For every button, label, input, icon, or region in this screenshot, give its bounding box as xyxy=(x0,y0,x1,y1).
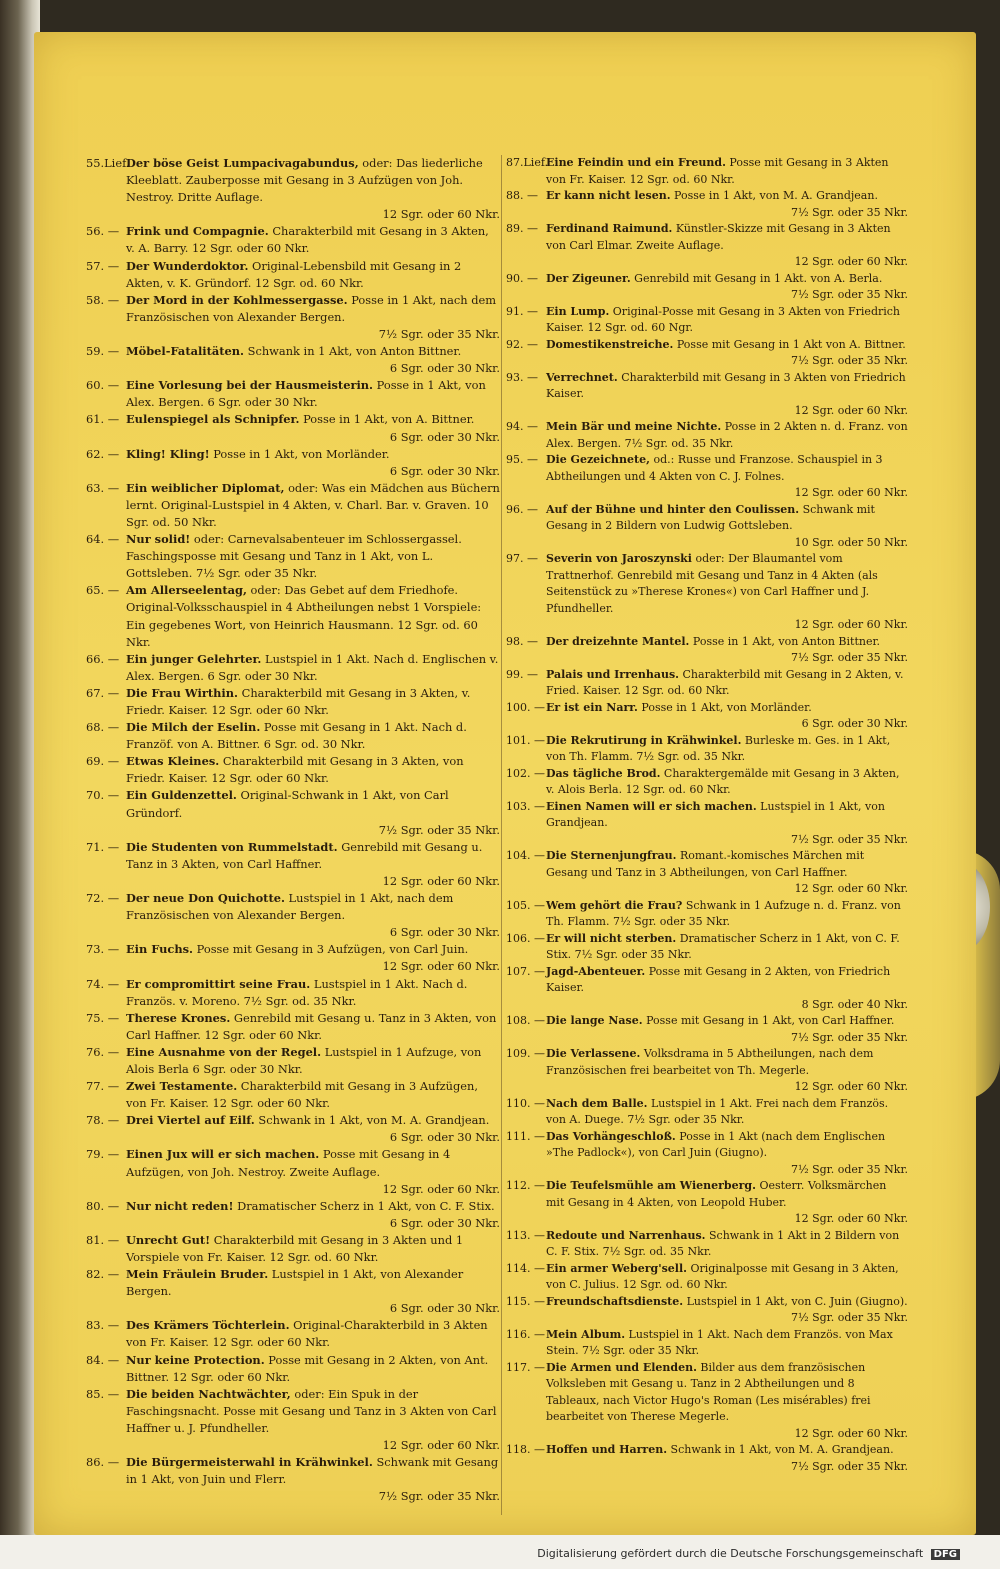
entry-title: Der böse Geist Lumpacivagabundus, xyxy=(126,156,359,170)
entry-number: 105. — xyxy=(506,898,545,912)
catalog-entry xyxy=(506,419,908,452)
catalog-entry xyxy=(86,223,500,257)
catalog-entry xyxy=(506,634,908,667)
catalog-entry xyxy=(86,890,500,941)
entry-price: 6 Sgr. oder 30 Nkr. xyxy=(389,1130,500,1145)
catalog-entry xyxy=(506,337,908,370)
entry-title: Wem gehört die Frau? xyxy=(546,898,683,912)
catalog-entry xyxy=(506,155,908,188)
entry-number: 91. — xyxy=(506,304,538,318)
entry-description: Posse in 1 Akt, von Morländer. xyxy=(209,446,390,461)
catalog-entry xyxy=(86,1112,500,1146)
entry-title: Ferdinand Raimund. xyxy=(546,222,673,235)
entry-description: Posse mit Gesang in 1 Akt von A. Bittner. xyxy=(673,337,906,351)
entry-number: 72. — xyxy=(86,891,120,906)
entry-number: 66. — xyxy=(86,651,120,666)
entry-number: 74. — xyxy=(86,976,120,991)
entry-description: Genrebild mit Gesang u. Tanz in 3 Akten, von Carl Haffner. xyxy=(126,839,483,871)
entry-number: 84. — xyxy=(86,1352,120,1367)
entry-number: 75. — xyxy=(86,1010,120,1025)
entry-price: 7½ Sgr. oder 35 Nkr. xyxy=(790,205,908,219)
entry-number: 85. — xyxy=(86,1386,120,1401)
entry-title: Severin von Jaroszynski xyxy=(546,552,692,565)
entry-number: 80. — xyxy=(86,1198,120,1213)
entry-number: 111. — xyxy=(506,1129,545,1143)
catalog-entry xyxy=(506,766,908,799)
entry-title: Einen Namen will er sich machen. xyxy=(546,799,757,813)
entry-number: 65. — xyxy=(86,583,120,598)
catalog-entry xyxy=(86,292,500,343)
entry-title: Das tägliche Brod. xyxy=(546,766,661,780)
entry-number: 64. — xyxy=(86,532,120,547)
entry-number: 89. — xyxy=(506,222,538,235)
entry-price: 12 Sgr. oder 60 Nkr. xyxy=(382,1438,500,1453)
catalog-entry xyxy=(506,1327,908,1360)
entry-price: 6 Sgr. oder 30 Nkr. xyxy=(389,925,500,940)
entry-price: 12 Sgr. oder 60 Nkr. xyxy=(794,618,908,631)
entry-description: Charakterbild mit Gesang in 2 Akten, v. Fried. Kaiser. 12 Sgr. od. 60 Nkr. xyxy=(546,667,904,697)
entry-price: 7½ Sgr. oder 35 Nkr. xyxy=(790,1459,908,1473)
catalog-entry xyxy=(506,1096,908,1129)
entry-price: 12 Sgr. oder 60 Nkr. xyxy=(382,873,500,888)
entry-description: Posse in 1 Akt, nach dem Französischen von Alexander Bergen. xyxy=(126,292,497,324)
catalog-entry xyxy=(506,848,908,898)
catalog-entry xyxy=(86,719,500,753)
entry-description: Original-Charakterbild in 3 Akten von Fr. Kaiser. 12 Sgr. oder 60 Nkr. xyxy=(126,1318,488,1350)
entry-title: Mein Album. xyxy=(546,1327,626,1341)
entry-description: oder: Carnevalsabenteuer im Schlossergassel. Faschingsposse mit Gesang und Tanz in 1 Akt, von L. Gottsleben. 7½ Sgr. oder 35 Nkr. xyxy=(126,532,462,581)
entry-title: Er ist ein Narr. xyxy=(546,700,638,714)
catalog-entry xyxy=(506,733,908,766)
entry-number: 118. — xyxy=(506,1443,545,1456)
entry-number: 73. — xyxy=(86,942,120,957)
catalog-entry xyxy=(86,480,500,531)
catalog-entry xyxy=(86,1386,500,1454)
entry-title: Auf der Bühne und hinter den Coulissen. xyxy=(546,502,800,516)
entry-title: Mein Fräulein Bruder. xyxy=(126,1267,269,1282)
entry-number: 58. — xyxy=(86,292,120,307)
catalog-entry xyxy=(506,271,908,304)
entry-description: Lustspiel in 1 Akt, von C. Juin (Giugno). xyxy=(683,1294,908,1308)
entry-title: Einen Jux will er sich machen. xyxy=(126,1147,320,1162)
entry-title: Drei Viertel auf Eilf. xyxy=(126,1113,255,1128)
entry-description: Posse mit Gesang in 3 Akten von Fr. Kaiser. 12 Sgr. od. 60 Nkr. xyxy=(546,156,889,186)
catalog-entry xyxy=(506,1442,908,1475)
entry-description: Lustspiel in 1 Akt, von Alexander Bergen. xyxy=(126,1267,464,1299)
entry-price: 7½ Sgr. oder 35 Nkr. xyxy=(378,822,500,837)
entry-title: Jagd-Abenteuer. xyxy=(546,964,646,978)
entry-title: Nur keine Protection. xyxy=(126,1352,265,1367)
entry-title: Kling! Kling! xyxy=(126,446,210,461)
entry-title: Er compromittirt seine Frau. xyxy=(126,976,311,991)
entry-number: 86. — xyxy=(86,1455,120,1470)
catalog-entry xyxy=(506,304,908,337)
catalog-entry xyxy=(506,964,908,1014)
entry-description: od.: Russe und Franzose. Schauspiel in 3 Abtheilungen und 4 Akten von C. J. Folnes. xyxy=(546,453,883,483)
entry-title: Die Bürgermeisterwahl in Krähwinkel. xyxy=(126,1455,373,1470)
catalog-entry xyxy=(86,446,500,480)
catalog-entry xyxy=(506,1360,908,1443)
entry-number: 117. — xyxy=(506,1360,545,1374)
entry-description: Original-Schwank in 1 Akt, von Carl Gründorf. xyxy=(126,788,449,820)
entry-number: 63. — xyxy=(86,480,120,495)
catalog-entry xyxy=(86,839,500,890)
catalog-entry xyxy=(86,941,500,975)
catalog-entry xyxy=(86,1010,500,1044)
entry-description: Lustspiel in 1 Akt. Nach d. Französ. v. Moreno. 7½ Sgr. od. 35 Nkr. xyxy=(126,976,468,1008)
catalog-entry xyxy=(506,1129,908,1179)
entry-number: 115. — xyxy=(506,1294,545,1308)
entry-price: 7½ Sgr. oder 35 Nkr. xyxy=(790,1162,908,1176)
entry-price: 12 Sgr. oder 60 Nkr. xyxy=(794,1080,908,1093)
entry-number: 107. — xyxy=(506,964,545,978)
catalog-entry xyxy=(86,377,500,411)
catalog-entry xyxy=(86,787,500,838)
entry-price: 7½ Sgr. oder 35 Nkr. xyxy=(790,288,908,301)
entry-number: 104. — xyxy=(506,849,545,862)
entry-price: 7½ Sgr. oder 35 Nkr. xyxy=(790,651,908,664)
entry-number: 60. — xyxy=(86,378,120,393)
entry-price: 12 Sgr. oder 60 Nkr. xyxy=(794,255,908,268)
catalog-entry xyxy=(506,799,908,849)
entry-description: Posse mit Gesang in 2 Akten, von Ant. Bittner. 12 Sgr. oder 60 Nkr. xyxy=(126,1352,489,1384)
entry-description: Posse mit Gesang in 4 Aufzügen, von Joh. Nestroy. Zweite Auflage. xyxy=(126,1147,451,1179)
catalog-entry xyxy=(506,188,908,221)
entry-description: Posse mit Gesang in 1 Akt. Nach d. Franzöf. von A. Bittner. 6 Sgr. od. 30 Nkr. xyxy=(126,720,467,752)
entry-description: Lustspiel in 1 Akt, von Grandjean. xyxy=(546,799,885,829)
entry-number: 103. — xyxy=(506,799,545,813)
entry-title: Eine Feindin und ein Freund. xyxy=(546,156,726,169)
entry-description: oder: Der Blaumantel vom Trattnerhof. Genrebild mit Gesang und Tanz in 4 Akten (als Seitenstück zu »Therese Krones«) von Carl Haffner und J. Pfundheller. xyxy=(546,552,878,615)
entry-title: Das Vorhängeschloß. xyxy=(546,1129,676,1143)
entry-number: 82. — xyxy=(86,1267,120,1282)
entry-price: 7½ Sgr. oder 35 Nkr. xyxy=(790,1311,908,1324)
entry-number: 81. — xyxy=(86,1232,120,1247)
entry-number: 76. — xyxy=(86,1044,120,1059)
entry-description: Posse mit Gesang in 2 Akten, von Friedrich Kaiser. xyxy=(546,964,891,994)
catalog-entry xyxy=(86,1078,500,1112)
entry-number: 109. — xyxy=(506,1047,545,1060)
entry-description: Posse mit Gesang in 3 Aufzügen, von Carl Juin. xyxy=(193,942,469,957)
entry-number: 79. — xyxy=(86,1147,120,1162)
catalog-entry xyxy=(86,1317,500,1351)
catalog-entry xyxy=(86,258,500,292)
entry-title: Freundschaftsdienste. xyxy=(546,1294,684,1308)
catalog-entry xyxy=(86,1044,500,1078)
entry-title: Ein Guldenzettel. xyxy=(126,788,237,803)
right-column xyxy=(506,155,908,1475)
entry-number: 100. — xyxy=(506,700,545,714)
entry-title: Hoffen und Harren. xyxy=(546,1443,668,1456)
entry-title: Die lange Nase. xyxy=(546,1014,643,1027)
entry-title: Am Allerseelentag, xyxy=(126,583,247,598)
catalog-entry xyxy=(506,452,908,502)
catalog-entry xyxy=(86,343,500,377)
entry-number: 93. — xyxy=(506,370,538,384)
entry-number: 62. — xyxy=(86,446,120,461)
entry-title: Eulenspiegel als Schnipfer. xyxy=(126,412,300,427)
entry-price: 7½ Sgr. oder 35 Nkr. xyxy=(378,1489,500,1504)
entry-description: oder: Das liederliche Kleeblatt. Zauberposse mit Gesang in 3 Aufzügen von Joh. Nestroy. Dritte Auflage. xyxy=(126,156,483,205)
entry-price: 12 Sgr. oder 60 Nkr. xyxy=(794,486,908,499)
entry-description: Lustspiel in 1 Aufzuge, von Alois Berla 6 Sgr. oder 30 Nkr. xyxy=(126,1044,482,1076)
entry-description: oder: Ein Spuk in der Faschingsnacht. Posse mit Gesang und Tanz in 3 Akten von Carl Haffner u. J. Pfundheller. xyxy=(126,1386,497,1435)
entry-title: Ein junger Gelehrter. xyxy=(126,651,262,666)
entry-title: Die Frau Wirthin. xyxy=(126,685,238,700)
entry-description: Schwank in 1 Akt in 2 Bildern von C. F. Stix. 7½ Sgr. od. 35 Nkr. xyxy=(546,1228,900,1258)
entry-number: 114. — xyxy=(506,1261,545,1275)
entry-title: Die Sternenjungfrau. xyxy=(546,849,677,862)
entry-number: 96. — xyxy=(506,502,538,516)
entry-title: Zwei Testamente. xyxy=(126,1079,238,1094)
entry-number: 99. — xyxy=(506,667,538,681)
catalog-entry xyxy=(86,976,500,1010)
catalog-entry xyxy=(86,651,500,685)
entry-price: 12 Sgr. oder 60 Nkr. xyxy=(382,207,500,222)
catalog-entry xyxy=(86,1352,500,1386)
catalog-entry xyxy=(86,582,500,650)
entry-title: Frink und Compagnie. xyxy=(126,224,269,239)
catalog-entry xyxy=(86,1198,500,1232)
catalog-entry xyxy=(506,1228,908,1261)
entry-description: Charakterbild mit Gesang in 3 Akten und 1 Vorspiele von Fr. Kaiser. 12 Sgr. od. 60 Nkr. xyxy=(126,1232,464,1264)
entry-title: Die Teufelsmühle am Wienerberg. xyxy=(546,1179,756,1192)
catalog-entry xyxy=(506,502,908,552)
entry-price: 7½ Sgr. oder 35 Nkr. xyxy=(790,832,908,846)
catalog-entry xyxy=(506,1261,908,1294)
catalog-entry xyxy=(86,411,500,445)
catalog-entry xyxy=(506,1294,908,1327)
entry-description: Genrebild mit Gesang u. Tanz in 3 Akten, von Carl Haffner. 12 Sgr. oder 60 Nkr. xyxy=(126,1010,497,1042)
entry-description: Bilder aus dem französischen Volksleben mit Gesang u. Tanz in 2 Abtheilungen und 8 Tableaux, nach Victor Hugo's Roman (Les misérables) frei bearbeitet von Therese Megerle. xyxy=(546,1360,871,1423)
entry-title: Nach dem Balle. xyxy=(546,1096,648,1110)
entry-number: 98. — xyxy=(506,634,538,648)
catalog-entry xyxy=(86,753,500,787)
entry-price: 6 Sgr. oder 30 Nkr. xyxy=(389,1215,500,1230)
catalog-entry xyxy=(86,1232,500,1266)
entry-description: Schwank in 1 Akt, von Anton Bittner. xyxy=(244,344,462,359)
entry-description: Genrebild mit Gesang in 1 Akt. von A. Berla. xyxy=(630,271,883,285)
entry-number: 88. — xyxy=(506,189,538,202)
catalog-entry xyxy=(506,221,908,271)
entry-description: Schwank in 1 Akt, von M. A. Grandjean. xyxy=(667,1443,894,1456)
entry-description: Posse in 1 Akt, von A. Bittner. xyxy=(299,412,475,427)
entry-price: 12 Sgr. oder 60 Nkr. xyxy=(382,1181,500,1196)
entry-description: Burleske m. Ges. in 1 Akt, von Th. Flamm. 7½ Sgr. od. 35 Nkr. xyxy=(546,733,891,763)
entry-price: 12 Sgr. oder 60 Nkr. xyxy=(382,959,500,974)
entry-title: Des Krämers Töchterlein. xyxy=(126,1318,290,1333)
entry-price: 6 Sgr. oder 30 Nkr. xyxy=(389,1301,500,1316)
entry-description: Schwank mit Gesang in 2 Bildern von Ludwig Gottsleben. xyxy=(546,502,875,532)
entry-title: Eine Ausnahme von der Regel. xyxy=(126,1044,322,1059)
entry-number: 56. — xyxy=(86,224,120,239)
entry-title: Die Milch der Eselin. xyxy=(126,720,261,735)
entry-title: Verrechnet. xyxy=(546,370,618,384)
entry-description: Schwank mit Gesang in 1 Akt, von Juin und Flerr. xyxy=(126,1455,499,1487)
entry-number: 90. — xyxy=(506,271,538,285)
footer-text: Digitalisierung gefördert durch die Deutsche Forschungsgemeinschaft xyxy=(537,1547,924,1560)
entry-title: Redoute und Narrenhaus. xyxy=(546,1228,706,1242)
entry-description: Lustspiel in 1 Akt. Nach dem Französ. von Max Stein. 7½ Sgr. oder 35 Nkr. xyxy=(546,1327,893,1357)
catalog-entry xyxy=(86,1454,500,1505)
entry-number: 95. — xyxy=(506,453,538,466)
entry-number: 77. — xyxy=(86,1079,120,1094)
entry-description: Dramatischer Scherz in 1 Akt, von C. F. Stix. 7½ Sgr. oder 35 Nkr. xyxy=(546,931,900,961)
entry-number: 116. — xyxy=(506,1327,545,1341)
entry-number: 67. — xyxy=(86,685,120,700)
entry-description: Originalposse mit Gesang in 3 Akten, von C. Julius. 12 Sgr. od. 60 Nkr. xyxy=(546,1261,899,1291)
entry-description: Posse in 1 Akt, von M. A. Grandjean. xyxy=(670,189,878,202)
catalog-entry xyxy=(506,551,908,634)
entry-number: 83. — xyxy=(86,1318,120,1333)
entry-title: Die Armen und Elenden. xyxy=(546,1360,697,1374)
entry-description: Oesterr. Volksmärchen mit Gesang in 4 Akten, von Leopold Huber. xyxy=(546,1179,887,1209)
entry-title: Nur solid! xyxy=(126,532,191,547)
catalog-entry xyxy=(86,1146,500,1197)
entry-price: 12 Sgr. oder 60 Nkr. xyxy=(794,882,908,895)
entry-description: Charaktergemälde mit Gesang in 3 Akten, v. Alois Berla. 12 Sgr. od. 60 Nkr. xyxy=(546,766,900,796)
entry-title: Ein Lump. xyxy=(546,304,610,318)
entry-description: Lustspiel in 1 Akt, nach dem Französischen von Alexander Bergen. xyxy=(126,891,454,923)
entry-description: Charakterbild mit Gesang in 3 Akten, v. A. Barry. 12 Sgr. oder 60 Nkr. xyxy=(126,224,489,256)
entry-price: 8 Sgr. oder 40 Nkr. xyxy=(801,997,908,1011)
catalog-entry xyxy=(506,898,908,931)
entry-title: Therese Krones. xyxy=(126,1010,231,1025)
entry-description: Posse in 1 Akt, von Alex. Bergen. 6 Sgr. oder 30 Nkr. xyxy=(126,378,486,410)
entry-number: 106. — xyxy=(506,931,545,945)
entry-description: Schwank in 1 Aufzuge n. d. Franz. von Th. Flamm. 7½ Sgr. oder 35 Nkr. xyxy=(546,898,901,928)
entry-number: 55.Lief. xyxy=(86,156,130,170)
entry-title: Mein Bär und meine Nichte. xyxy=(546,420,722,433)
entry-description: Charakterbild mit Gesang in 3 Akten von Friedrich Kaiser. xyxy=(546,370,906,400)
entry-number: 71. — xyxy=(86,839,120,854)
catalog-entry xyxy=(506,667,908,700)
dfg-logo: DFG xyxy=(931,1549,960,1560)
entry-price: 6 Sgr. oder 30 Nkr. xyxy=(389,361,500,376)
entry-number: 57. — xyxy=(86,258,120,273)
entry-number: 94. — xyxy=(506,420,538,433)
entry-description: Original-Lebensbild mit Gesang in 2 Akten, v. K. Gründorf. 12 Sgr. od. 60 Nkr. xyxy=(126,258,462,290)
digitization-credit xyxy=(537,1547,960,1560)
entry-number: 112. — xyxy=(506,1179,545,1192)
entry-price: 10 Sgr. oder 50 Nkr. xyxy=(794,535,908,549)
entry-number: 101. — xyxy=(506,733,545,747)
entry-title: Palais und Irrenhaus. xyxy=(546,667,680,681)
entry-description: Künstler-Skizze mit Gesang in 3 Akten von Carl Elmar. Zweite Auflage. xyxy=(546,222,891,252)
entry-description: oder: Was ein Mädchen aus Büchern lernt. Original-Lustspiel in 4 Akten, v. Charl. Bar. v. Graven. 10 Sgr. od. 50 Nkr. xyxy=(126,480,500,529)
catalog-entry xyxy=(506,931,908,964)
entry-number: 87.Lief. xyxy=(506,156,549,169)
catalog-entry xyxy=(86,531,500,582)
column-divider xyxy=(501,155,502,1515)
entry-description: Lustspiel in 1 Akt. Nach d. Englischen v. Alex. Bergen. 6 Sgr. oder 30 Nkr. xyxy=(126,651,499,683)
catalog-entry xyxy=(506,700,908,733)
left-column xyxy=(86,155,500,1505)
entry-title: Der neue Don Quichotte. xyxy=(126,891,285,906)
entry-description: Dramatischer Scherz in 1 Akt, von C. F. Stix. xyxy=(233,1198,495,1213)
catalog-entry xyxy=(86,1266,500,1317)
entry-description: oder: Das Gebet auf dem Friedhofe. Original-Volksschauspiel in 4 Abtheilungen nebst 1 Vorspiele: Ein gegebenes Wort, von Heinrich Hausmann. 12 Sgr. od. 60 Nkr. xyxy=(126,583,482,649)
entry-title: Domestikenstreiche. xyxy=(546,337,674,351)
entry-number: 102. — xyxy=(506,766,545,780)
entry-description: Charakterbild mit Gesang in 3 Akten, von Friedr. Kaiser. 12 Sgr. oder 60 Nkr. xyxy=(126,754,464,786)
entry-number: 70. — xyxy=(86,788,120,803)
catalog-entry xyxy=(506,370,908,420)
entry-title: Ein weiblicher Diplomat, xyxy=(126,480,285,495)
entry-description: Posse in 1 Akt (nach dem Englischen »The Padlock«), von Carl Juin (Giugno). xyxy=(546,1129,886,1159)
entry-number: 59. — xyxy=(86,344,120,359)
catalog-entry xyxy=(506,1178,908,1228)
entry-description: Romant.-komisches Märchen mit Gesang und Tanz in 3 Abtheilungen, von Carl Haffner. xyxy=(546,849,865,879)
entry-description: Lustspiel in 1 Akt. Frei nach dem Französ. von A. Duege. 7½ Sgr. oder 35 Nkr. xyxy=(546,1096,889,1126)
entry-price: 6 Sgr. oder 30 Nkr. xyxy=(389,463,500,478)
entry-description: Volksdrama in 5 Abtheilungen, nach dem Französischen frei bearbeitet von Th. Megerle. xyxy=(546,1047,874,1077)
entry-number: 108. — xyxy=(506,1014,545,1027)
catalog-entry xyxy=(86,685,500,719)
entry-title: Unrecht Gut! xyxy=(126,1232,211,1247)
entry-price: 6 Sgr. oder 30 Nkr. xyxy=(801,717,908,730)
entry-title: Die Studenten von Rummelstadt. xyxy=(126,839,338,854)
entry-title: Der Zigeuner. xyxy=(546,271,631,285)
entry-number: 110. — xyxy=(506,1096,545,1110)
entry-number: 113. — xyxy=(506,1228,545,1242)
entry-price: 12 Sgr. oder 60 Nkr. xyxy=(794,403,908,417)
entry-title: Die Gezeichnete, xyxy=(546,453,650,466)
entry-price: 7½ Sgr. oder 35 Nkr. xyxy=(790,1030,908,1044)
catalog-entry xyxy=(506,1046,908,1096)
entry-title: Die Verlassene. xyxy=(546,1047,641,1060)
entry-title: Möbel-Fatalitäten. xyxy=(126,344,245,359)
entry-number: 68. — xyxy=(86,720,120,735)
entry-price: 6 Sgr. oder 30 Nkr. xyxy=(389,429,500,444)
entry-description: Posse mit Gesang in 1 Akt, von Carl Haffner. xyxy=(642,1014,895,1027)
entry-description: Posse in 1 Akt, von Anton Bittner. xyxy=(689,634,881,648)
entry-title: Die Rekrutirung in Krähwinkel. xyxy=(546,733,742,747)
entry-description: Schwank in 1 Akt, von M. A. Grandjean. xyxy=(254,1113,490,1128)
entry-number: 97. — xyxy=(506,552,538,565)
entry-title: Ein armer Weberg'sell. xyxy=(546,1261,687,1275)
entry-title: Der dreizehnte Mantel. xyxy=(546,634,690,648)
entry-title: Etwas Kleines. xyxy=(126,754,220,769)
entry-description: Posse in 2 Akten n. d. Franz. von Alex. Bergen. 7½ Sgr. od. 35 Nkr. xyxy=(546,420,908,450)
entry-price: 7½ Sgr. oder 35 Nkr. xyxy=(378,326,500,341)
entry-title: Er kann nicht lesen. xyxy=(546,189,671,202)
entry-description: Charakterbild mit Gesang in 3 Akten, v. Friedr. Kaiser. 12 Sgr. oder 60 Nkr. xyxy=(126,685,471,717)
entry-number: 61. — xyxy=(86,412,120,427)
entry-price: 12 Sgr. oder 60 Nkr. xyxy=(794,1212,908,1225)
entry-price: 7½ Sgr. oder 35 Nkr. xyxy=(790,354,908,367)
entry-number: 69. — xyxy=(86,754,120,769)
entry-price: 12 Sgr. oder 60 Nkr. xyxy=(794,1426,908,1440)
entry-title: Nur nicht reden! xyxy=(126,1198,234,1213)
catalog-entry xyxy=(506,1013,908,1046)
entry-title: Die beiden Nachtwächter, xyxy=(126,1386,291,1401)
entry-number: 92. — xyxy=(506,337,538,351)
entry-description: Original-Posse mit Gesang in 3 Akten von Friedrich Kaiser. 12 Sgr. od. 60 Ngr. xyxy=(546,304,901,334)
entry-number: 78. — xyxy=(86,1113,120,1128)
entry-description: Posse in 1 Akt, von Morländer. xyxy=(637,700,812,714)
entry-title: Eine Vorlesung bei der Hausmeisterin. xyxy=(126,378,374,393)
entry-description: Charakterbild mit Gesang in 3 Aufzügen, von Fr. Kaiser. 12 Sgr. oder 60 Nkr. xyxy=(126,1079,478,1111)
entry-title: Der Wunderdoktor. xyxy=(126,258,249,273)
catalog-entry xyxy=(86,155,500,223)
entry-title: Ein Fuchs. xyxy=(126,942,194,957)
entry-title: Der Mord in der Kohlmessergasse. xyxy=(126,292,348,307)
entry-title: Er will nicht sterben. xyxy=(546,931,677,945)
